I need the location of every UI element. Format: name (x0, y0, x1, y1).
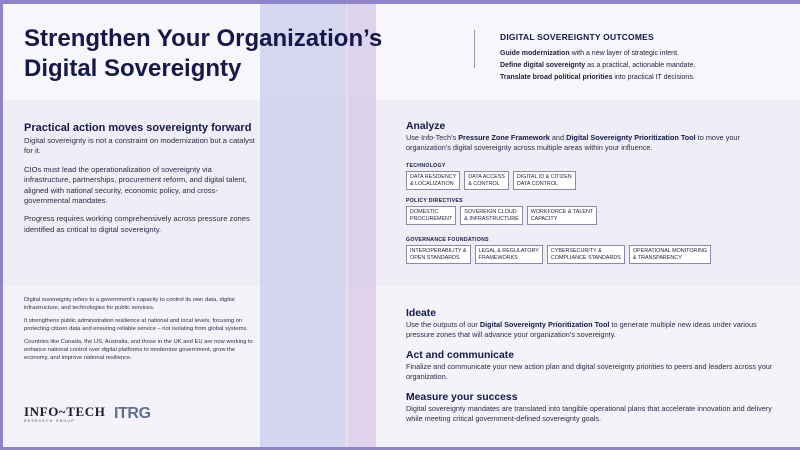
analyze-section (406, 121, 776, 153)
definition-paragraph: Countries like Canada, the US, Australia, and those in the UK and EU are now working to enhance national control over digital platforms to modernize government, grow the economy, and improve national resilience. (24, 339, 253, 361)
ideate-text-pre: Use the outputs of our (406, 320, 480, 329)
measure-success-heading: Measure your success (406, 392, 518, 403)
act-communicate-heading: Act and communicate (406, 350, 514, 361)
chip-data-access: DATA ACCESS & CONTROL (464, 171, 509, 190)
left-border (0, 0, 3, 450)
analyze-heading: Analyze (406, 121, 446, 132)
outcome-item (500, 72, 790, 84)
chip-legal-regulatory: LEGAL & REGULATORY FRAMEWORKS (475, 245, 543, 264)
title-line-1: Strengthen Your Organization’s (24, 25, 383, 52)
outcome-text: into practical IT decisions. (612, 74, 695, 81)
technology-label: TECHNOLOGY (406, 163, 446, 169)
act-communicate-section (406, 350, 776, 382)
outcome-bold: Define digital sovereignty (500, 62, 586, 69)
itrg-logo: ITRG (114, 405, 151, 422)
infotech-logo-text: INFO~TECH (24, 404, 106, 419)
act-communicate-text: Finalize and communicate your new action plan and digital sovereignty priorities to peers and leaders across your organization. (406, 362, 773, 382)
technology-chips (406, 171, 576, 190)
outcome-bold: Translate broad political priorities (500, 74, 613, 81)
governance-chips (406, 245, 711, 264)
policy-chips (406, 206, 597, 225)
policy-directives-label: POLICY DIRECTIVES (406, 198, 463, 204)
chip-domestic-procurement: DOMESTIC PROCUREMENT (406, 206, 456, 225)
analyze-text-pre: Use Info-Tech’s (406, 133, 459, 142)
outcomes-title: DIGITAL SOVEREIGNTY OUTCOMES (500, 32, 654, 42)
practical-action-section (24, 122, 260, 243)
analyze-text-post: to move your organization’s digital sovereignty across multiple areas within your influence. (406, 133, 740, 153)
practical-action-heading: Practical action moves sovereignty forward (24, 122, 252, 134)
practical-action-paragraph: Digital sovereignty is not a constraint on modernization but a catalyst for it. (24, 136, 255, 156)
page-title (24, 24, 464, 84)
outcome-item (500, 60, 790, 72)
outcome-text: as a practical, actionable mandate. (585, 62, 696, 69)
chip-workforce-talent: WORKFORCE & TALENT CAPACITY (527, 206, 597, 225)
ideate-section (406, 308, 776, 340)
outcomes-panel (500, 32, 790, 84)
definition-section (24, 296, 260, 367)
practical-action-paragraph: Progress requires working comprehensively across pressure zones identified as critical to digital sovereignty. (24, 214, 250, 234)
analyze-text-mid: and (549, 133, 567, 142)
outcome-text: with a new layer of strategic intent. (569, 50, 679, 57)
top-border (0, 0, 800, 4)
prioritization-tool-term: Digital Sovereignty Prioritization Tool (566, 133, 696, 142)
definition-paragraph: It strengthens public administration resilience at national and local levels, focusing on protecting citizen data and ensuring reliable service – not isolating from global systems. (24, 318, 248, 332)
measure-success-text: Digital sovereignty mandates are translated into tangible operational plans that accelerate innovation and delivery while meeting critical government-defined sovereignty goals. (406, 404, 772, 424)
title-line-2: Digital Sovereignty (24, 55, 242, 82)
infotech-logo (24, 405, 112, 423)
infotech-logo-subtext: RESEARCH GROUP (24, 419, 75, 423)
chip-interoperability: INTEROPERABILITY & OPEN STANDARDS (406, 245, 471, 264)
pressure-zone-framework-term: Pressure Zone Framework (458, 133, 550, 142)
chip-data-residency: DATA RESIDENCY & LOCALIZATION (406, 171, 460, 190)
analyze-text (406, 133, 776, 153)
header-divider (474, 30, 475, 68)
chip-sovereign-cloud: SOVEREIGN CLOUD & INFRASTRUCTURE (460, 206, 523, 225)
outcome-item (500, 48, 790, 60)
ideate-text (406, 320, 776, 340)
ideate-heading: Ideate (406, 308, 437, 319)
measure-success-section (406, 392, 776, 424)
chip-operational-monitoring: OPERATIONAL MONITORING & TRANSPARENCY (629, 245, 711, 264)
chip-cybersecurity: CYBERSECURITY & COMPLIANCE STANDARDS (547, 245, 625, 264)
ideate-tool-term: Digital Sovereignty Prioritization Tool (479, 320, 610, 329)
definition-paragraph: Digital sovereignty refers to a government’s capacity to control its own data, digital infrastructure, and technologies for public services. (24, 297, 235, 311)
ideate-text-post: to generate multiple new ideas under various pressure zones that will advance your organization’s sovereignty. (406, 320, 757, 340)
practical-action-paragraph: CIOs must lead the operationalization of sovereignty via infrastructure, partnerships, procurement reform, and digital talent, aligned with national security, economic policy, and cross-governmental mandates. (24, 164, 247, 206)
governance-foundations-label: GOVERNANCE FOUNDATIONS (406, 237, 489, 243)
chip-digital-id: DIGITAL ID & CITIZEN DATA CONTROL (513, 171, 576, 190)
outcome-bold: Guide modernization (500, 50, 570, 57)
